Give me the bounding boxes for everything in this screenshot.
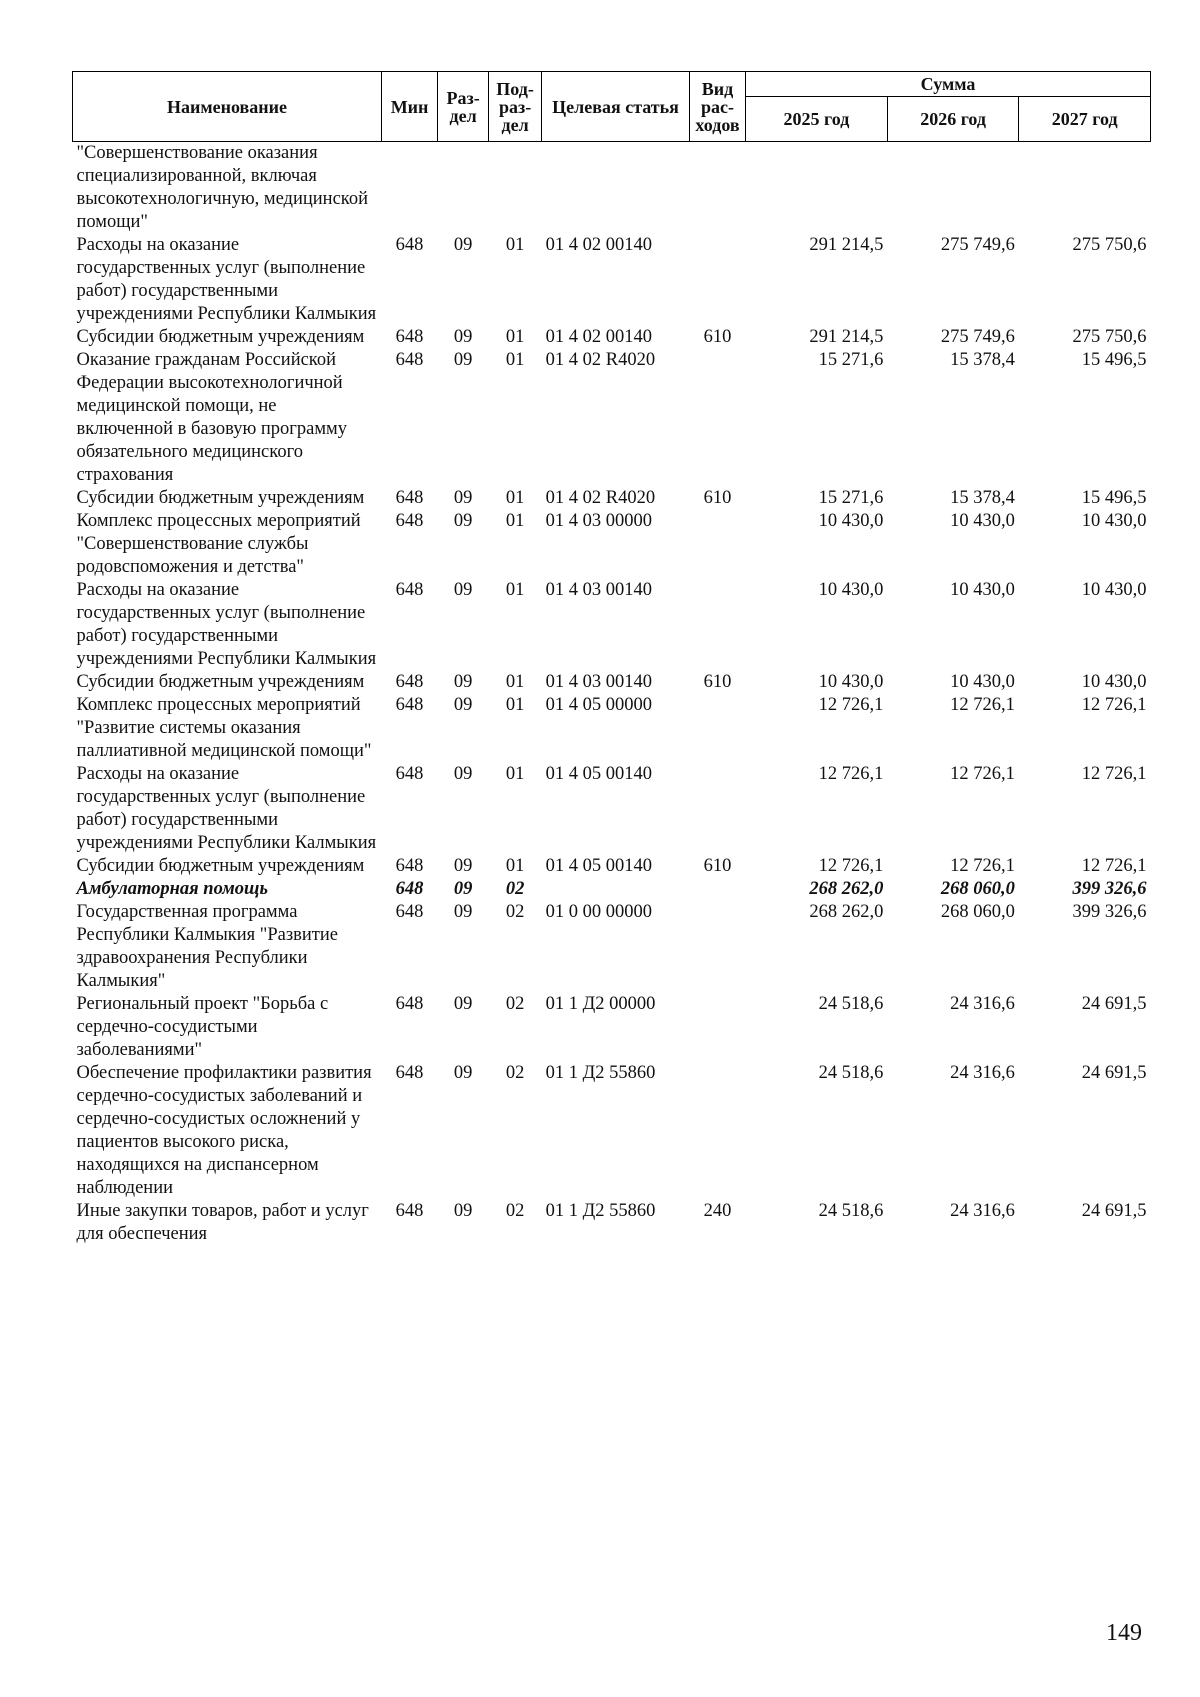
cell-razdel: 09: [453, 994, 473, 1014]
cell-podrazdel: 01: [505, 350, 525, 370]
cell-podrazdel: 02: [505, 1063, 525, 1083]
cell-expense-kind: [689, 901, 745, 993]
cell-name: Расходы на оказание государственных услуг (выполнение работ) государственными учреждениями Республики Калмыкия: [76, 580, 377, 669]
cell-name: Расходы на оказание государственных услуг (выполнение работ) государственными учреждениями Республики Калмыкия: [76, 235, 377, 324]
cell-name: Субсидии бюджетным учреждениям: [76, 327, 365, 347]
cell-target-article: 01 4 05 00000: [545, 695, 652, 715]
cell-target-article: 01 4 03 00000: [545, 511, 652, 531]
cell-sum-2025: 24 518,6: [818, 994, 884, 1014]
cell-expense-kind: [689, 1062, 745, 1200]
table-row: [73, 878, 1151, 901]
cell-sum-2026: 15 378,4: [950, 350, 1015, 370]
header-expense-kind: Вид рас-ходов: [689, 72, 745, 142]
header-sum: Сумма: [746, 72, 1151, 97]
cell-min: 648: [395, 672, 424, 692]
cell-expense-kind: 610: [703, 488, 732, 508]
cell-sum-2027: 399 326,6: [1072, 902, 1147, 922]
table-row: [73, 487, 1151, 510]
cell-min: 648: [395, 856, 424, 876]
cell-sum-2027: 10 430,0: [1081, 672, 1147, 692]
table-row: [73, 142, 1151, 235]
cell-sum-2025: 10 430,0: [818, 511, 884, 531]
cell-target-article: 01 0 00 00000: [545, 902, 652, 922]
cell-podrazdel: 02: [505, 994, 525, 1014]
budget-table: [72, 71, 1151, 1246]
cell-sum-2025: 10 430,0: [818, 672, 884, 692]
cell-min: 648: [395, 994, 424, 1014]
cell-sum-2025: 12 726,1: [818, 695, 884, 715]
table-header: [73, 72, 1151, 142]
cell-razdel: 09: [453, 488, 473, 508]
page-number: 149: [1106, 1620, 1142, 1646]
cell-target-article: 01 4 02 R4020: [545, 488, 656, 508]
cell-sum-2025: 268 262,0: [809, 902, 884, 922]
cell-razdel: 09: [453, 856, 473, 876]
cell-sum-2027: 10 430,0: [1081, 511, 1147, 531]
cell-name: Оказание гражданам Российской Федерации высокотехнологичной медицинской помощи, не включенной в базовую программу обязательного медицинского страхования: [76, 350, 348, 485]
header-podrazdel: Под-раз-дел: [489, 72, 542, 142]
cell-podrazdel: 01: [505, 856, 525, 876]
cell-expense-kind: [689, 579, 745, 671]
cell-sum-2027: 399 326,6: [1072, 879, 1147, 899]
cell-sum-2027: 24 691,5: [1081, 1063, 1147, 1083]
header-razdel: Раз-дел: [438, 72, 489, 142]
header-year-2026: 2026 год: [887, 97, 1019, 142]
cell-expense-kind: 610: [703, 327, 732, 347]
cell-sum-2027: 12 726,1: [1081, 764, 1147, 784]
cell-sum-2026: 10 430,0: [950, 672, 1015, 692]
cell-podrazdel: 01: [505, 695, 525, 715]
cell-podrazdel: 01: [505, 488, 525, 508]
cell-target-article: 01 4 03 00140: [545, 672, 652, 692]
cell-podrazdel: 01: [505, 235, 525, 255]
cell-sum-2025: 291 214,5: [809, 235, 884, 255]
cell-podrazdel: 01: [505, 672, 525, 692]
cell-sum-2026: 12 726,1: [950, 856, 1015, 876]
table-row: [73, 234, 1151, 326]
table-row: [73, 326, 1151, 349]
cell-expense-kind: [689, 142, 745, 235]
header-min: Мин: [382, 72, 438, 142]
cell-min: 648: [395, 580, 424, 600]
cell-target-article: 01 4 05 00140: [545, 856, 652, 876]
cell-sum-2026: 15 378,4: [950, 488, 1015, 508]
cell-sum-2026: 10 430,0: [950, 511, 1015, 531]
cell-sum-2025: 15 271,6: [818, 350, 884, 370]
cell-podrazdel: 02: [505, 879, 525, 899]
cell-sum-2026: 268 060,0: [940, 902, 1015, 922]
cell-name: Субсидии бюджетным учреждениям: [76, 672, 365, 692]
cell-expense-kind: 610: [703, 672, 732, 692]
cell-name: Расходы на оказание государственных услуг (выполнение работ) государственными учреждениями Республики Калмыкия: [76, 764, 377, 853]
table-row: [73, 1062, 1151, 1200]
cell-name: Обеспечение профилактики развития сердечно-сосудистых заболеваний и сердечно-сосудистых осложнений у пациентов высокого риска, находящихся на диспансерном наблюдении: [76, 1063, 372, 1198]
cell-razdel: 09: [453, 902, 473, 922]
table-row: [73, 671, 1151, 694]
cell-sum-2026: 12 726,1: [950, 764, 1015, 784]
cell-expense-kind: [689, 694, 745, 763]
cell-sum-2027: 12 726,1: [1081, 695, 1147, 715]
cell-min: 648: [395, 511, 424, 531]
cell-min: 648: [395, 879, 424, 899]
cell-min: 648: [395, 1063, 424, 1083]
cell-name: Иные закупки товаров, работ и услуг для обеспечения: [76, 1201, 369, 1244]
table-row: [73, 763, 1151, 855]
cell-razdel: 09: [453, 511, 473, 531]
table-row: [73, 855, 1151, 878]
table-row: [73, 579, 1151, 671]
table-row: [73, 993, 1151, 1062]
cell-name: Амбулаторная помощь: [76, 879, 268, 899]
cell-podrazdel: 01: [505, 327, 525, 347]
cell-sum-2025: 15 271,6: [818, 488, 884, 508]
cell-sum-2027: [1019, 142, 1151, 235]
cell-razdel: 09: [453, 1063, 473, 1083]
cell-min: 648: [395, 695, 424, 715]
cell-sum-2027: 10 430,0: [1081, 580, 1147, 600]
cell-min: 648: [395, 327, 424, 347]
cell-expense-kind: [689, 878, 745, 901]
cell-sum-2026: 24 316,6: [950, 1063, 1015, 1083]
cell-podrazdel: 02: [505, 902, 525, 922]
cell-name: Государственная программа Республики Калмыкия "Развитие здравоохранения Республики Калмыкия": [76, 902, 338, 991]
cell-razdel: 09: [453, 235, 473, 255]
cell-sum-2026: 268 060,0: [940, 879, 1015, 899]
cell-expense-kind: [689, 763, 745, 855]
cell-min: 648: [395, 350, 424, 370]
table-row: [73, 1200, 1151, 1246]
cell-sum-2027: 12 726,1: [1081, 856, 1147, 876]
cell-min: 648: [395, 235, 424, 255]
cell-target-article: 01 4 03 00140: [545, 580, 652, 600]
cell-razdel: 09: [453, 580, 473, 600]
cell-min: 648: [395, 1201, 424, 1221]
cell-razdel: 09: [453, 327, 473, 347]
table-row: [73, 349, 1151, 487]
table-body: [73, 142, 1151, 1247]
cell-sum-2027: 275 750,6: [1072, 235, 1147, 255]
cell-target-article: 01 1 Д2 00000: [545, 994, 656, 1014]
cell-min: 648: [395, 488, 424, 508]
cell-min: 648: [395, 902, 424, 922]
cell-sum-2025: 291 214,5: [809, 327, 884, 347]
cell-expense-kind: [689, 993, 745, 1062]
cell-name: Комплекс процессных мероприятий "Совершенствование службы родовспоможения и детства": [76, 511, 361, 577]
cell-target-article: 01 4 05 00140: [545, 764, 652, 784]
cell-target-article: 01 1 Д2 55860: [545, 1201, 656, 1221]
header-year-2027: 2027 год: [1019, 97, 1151, 142]
cell-expense-kind: [689, 234, 745, 326]
cell-razdel: 09: [453, 879, 473, 899]
cell-sum-2025: 10 430,0: [818, 580, 884, 600]
cell-sum-2026: 275 749,6: [940, 327, 1015, 347]
cell-name: "Совершенствование оказания специализированной, включая высокотехнологичную, медицинской помощи": [76, 143, 368, 232]
cell-target-article: 01 1 Д2 55860: [545, 1063, 656, 1083]
cell-sum-2027: 15 496,5: [1081, 488, 1147, 508]
table-row: [73, 694, 1151, 763]
cell-sum-2026: 12 726,1: [950, 695, 1015, 715]
cell-expense-kind: 240: [703, 1201, 732, 1221]
cell-sum-2027: 24 691,5: [1081, 1201, 1147, 1221]
cell-podrazdel: [489, 142, 542, 235]
cell-sum-2026: 24 316,6: [950, 994, 1015, 1014]
cell-podrazdel: 01: [505, 764, 525, 784]
cell-sum-2025: 24 518,6: [818, 1201, 884, 1221]
cell-target-article: 01 4 02 00140: [545, 235, 652, 255]
table-row: [73, 901, 1151, 993]
cell-target-article: 01 4 02 00140: [545, 327, 652, 347]
cell-sum-2025: 12 726,1: [818, 764, 884, 784]
cell-razdel: 09: [453, 764, 473, 784]
cell-target-article: [542, 878, 690, 901]
cell-sum-2027: 275 750,6: [1072, 327, 1147, 347]
cell-sum-2025: [746, 142, 888, 235]
cell-target-article: 01 4 02 R4020: [545, 350, 656, 370]
cell-sum-2027: 15 496,5: [1081, 350, 1147, 370]
cell-sum-2025: 24 518,6: [818, 1063, 884, 1083]
cell-expense-kind: [689, 510, 745, 579]
cell-razdel: 09: [453, 695, 473, 715]
table-row: [73, 510, 1151, 579]
cell-sum-2025: 12 726,1: [818, 856, 884, 876]
cell-name: Субсидии бюджетным учреждениям: [76, 488, 365, 508]
cell-expense-kind: 610: [703, 856, 732, 876]
cell-min: 648: [395, 764, 424, 784]
cell-expense-kind: [689, 349, 745, 487]
cell-sum-2025: 268 262,0: [809, 879, 884, 899]
cell-sum-2026: 275 749,6: [940, 235, 1015, 255]
cell-razdel: 09: [453, 350, 473, 370]
cell-sum-2026: 24 316,6: [950, 1201, 1015, 1221]
cell-podrazdel: 01: [505, 580, 525, 600]
cell-min: [382, 142, 438, 235]
cell-razdel: [438, 142, 489, 235]
cell-sum-2026: 10 430,0: [950, 580, 1015, 600]
cell-sum-2027: 24 691,5: [1081, 994, 1147, 1014]
cell-sum-2026: [887, 142, 1019, 235]
cell-podrazdel: 01: [505, 511, 525, 531]
cell-razdel: 09: [453, 1201, 473, 1221]
header-name: Наименование: [73, 72, 382, 142]
cell-name: Региональный проект "Борьба с сердечно-сосудистыми заболеваниями": [76, 994, 329, 1060]
cell-razdel: 09: [453, 672, 473, 692]
header-target-article: Целевая статья: [542, 72, 690, 142]
cell-name: Комплекс процессных мероприятий "Развитие системы оказания паллиативной медицинской помощи": [76, 695, 372, 761]
cell-podrazdel: 02: [505, 1201, 525, 1221]
cell-target-article: [542, 142, 690, 235]
cell-name: Субсидии бюджетным учреждениям: [76, 856, 365, 876]
header-year-2025: 2025 год: [746, 97, 888, 142]
